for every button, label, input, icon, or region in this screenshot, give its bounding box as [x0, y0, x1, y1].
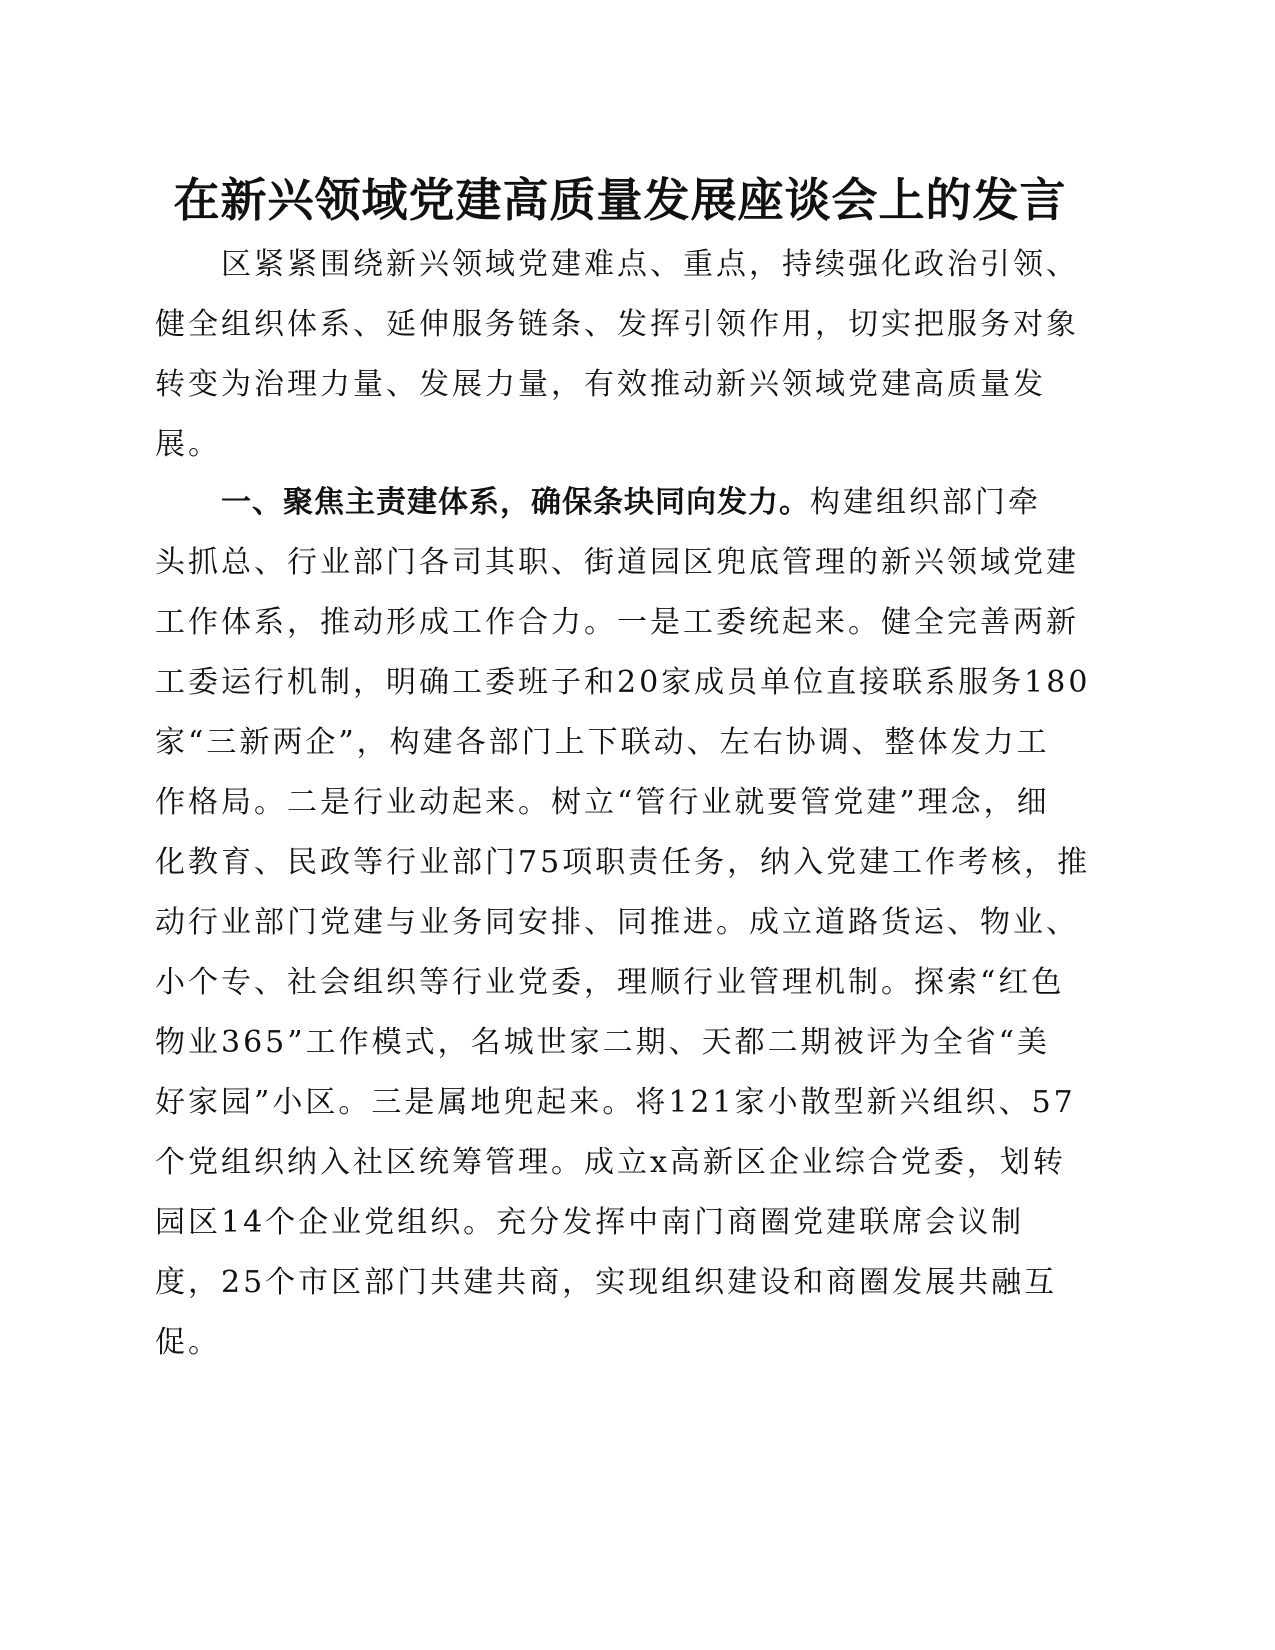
intro-line: 展。 [155, 427, 221, 462]
section-1-paragraph [155, 473, 1091, 1373]
section-1-line: 促。 [155, 1325, 221, 1360]
section-1-first-line [155, 473, 1075, 533]
section-1-line: 小个专、社会组织等行业党委，理顺行业管理机制。探索“红色 [155, 965, 1065, 1000]
section-1-line: 工作体系，推动形成工作合力。一是工委统起来。健全完善两新 [155, 605, 1079, 640]
section-1-line: 动行业部门党建与业务同安排、同推进。成立道路货运、物业、 [155, 905, 1079, 940]
section-1-line: 头抓总、行业部门各司其职、街道园区兜底管理的新兴领域党建 [155, 545, 1079, 580]
intro-line: 转变为治理力量、发展力量，有效推动新兴领域党建高质量发 [155, 367, 1046, 402]
section-1-line: 好家园”小区。三是属地兜起来。将121家小散型新兴组织、57 [155, 1085, 1076, 1120]
intro-paragraph [155, 235, 1079, 475]
section-1-line: 个党组织纳入社区统筹管理。成立x高新区企业综合党委，划转 [155, 1145, 1066, 1180]
section-1-line: 家“三新两企”，构建各部门上下联动、左右协调、整体发力工 [155, 725, 1050, 760]
section-1-heading: 一、聚焦主责建体系，确保条块同向发力。 [221, 485, 810, 520]
intro-line: 区紧紧围绕新兴领域党建难点、重点，持续强化政治引领、 [221, 247, 1079, 282]
section-1-line: 园区14个企业党组织。充分发挥中南门商圈党建联席会议制 [155, 1205, 1025, 1240]
section-1-line: 作格局。二是行业动起来。树立“管行业就要管党建”理念，细 [155, 785, 1050, 820]
document-title: 在新兴领域党建高质量发展座谈会上的发言 [173, 173, 1067, 227]
section-1-first-line-text: 构建组织部门牵 [810, 485, 1041, 520]
section-1-line: 化教育、民政等行业部门75项职责任务，纳入党建工作考核，推 [155, 845, 1091, 880]
section-1-line: 物业365”工作模式，名城世家二期、天都二期被评为全省“美 [155, 1025, 1050, 1060]
section-1-line: 度，25个市区部门共建共商，实现组织建设和商圈发展共融互 [155, 1265, 1058, 1300]
section-1-line: 工委运行机制，明确工委班子和20家成员单位直接联系服务180 [155, 665, 1091, 700]
intro-line: 健全组织体系、延伸服务链条、发挥引领作用，切实把服务对象 [155, 307, 1079, 342]
